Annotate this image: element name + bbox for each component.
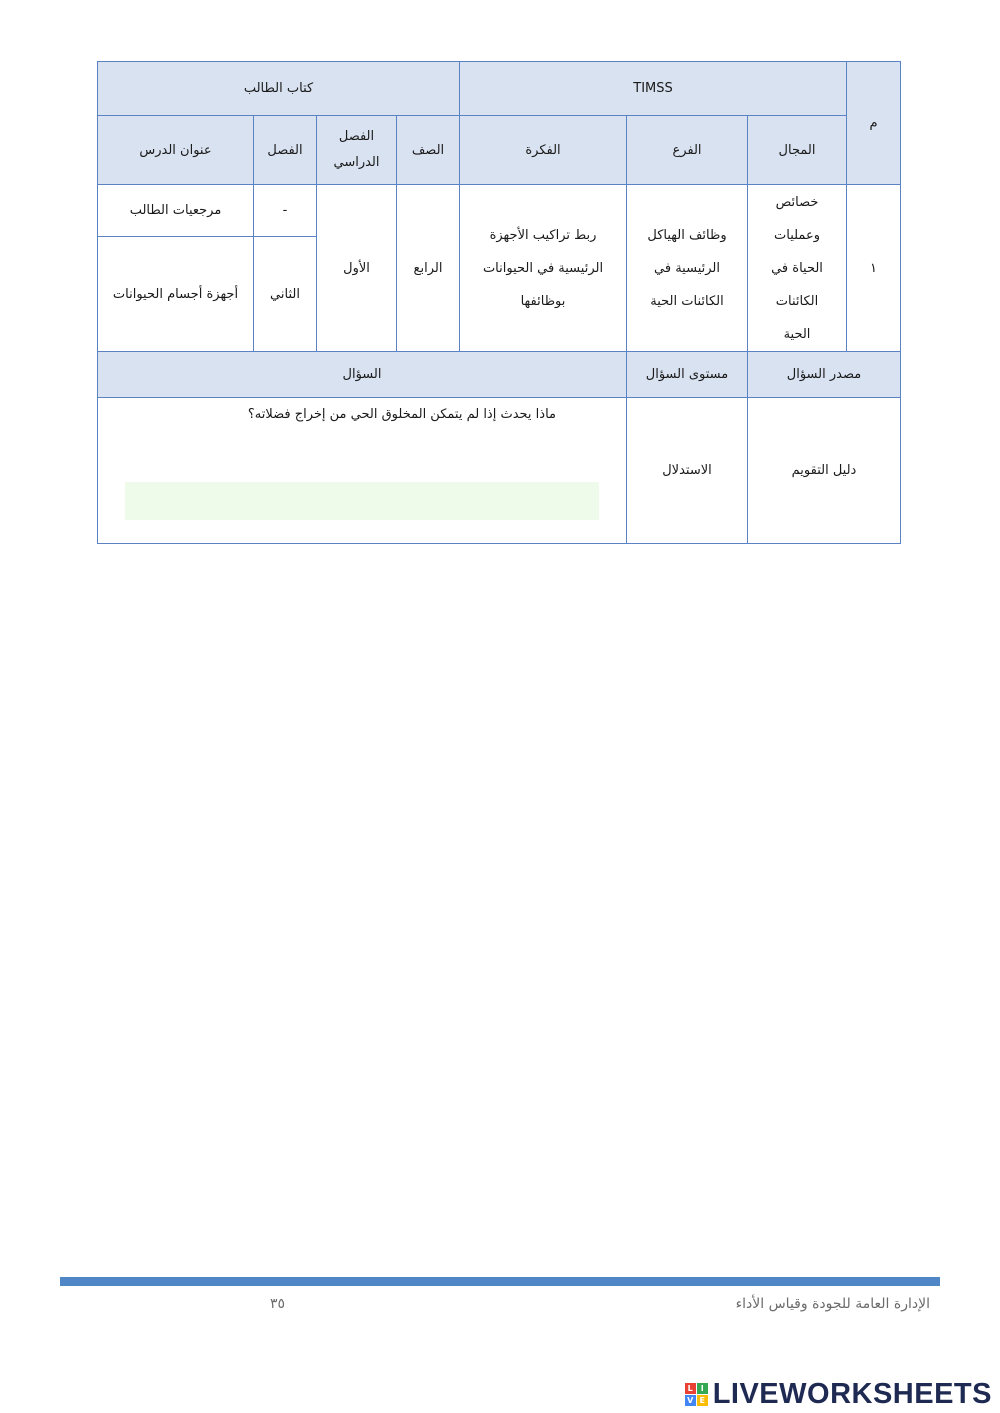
liveworksheets-brand[interactable]	[685, 1378, 992, 1411]
idea-header: الفكرة	[460, 116, 627, 185]
question-text: ماذا يحدث إذا لم يتمكن المخلوق الحي من إخراج فضلاته؟	[247, 407, 556, 422]
question-source-cell: دليل التقويم	[748, 398, 901, 544]
lesson-title-header: عنوان الدرس	[98, 116, 254, 185]
domain-cell: خصائص وعمليات الحياة في الكائنات الحية	[748, 185, 847, 352]
branch-cell: وظائف الهياكل الرئيسية في الكائنات الحية	[627, 185, 748, 352]
student-book-header: كتاب الطالب	[98, 62, 460, 116]
chapter-cell-1: -	[254, 185, 317, 237]
logo-tile-l: L	[685, 1383, 696, 1394]
brand-name: LIVEWORKSHEETS	[712, 1378, 992, 1410]
footer-rule	[60, 1277, 940, 1286]
question-level-cell: الاستدلال	[627, 398, 748, 544]
lesson-cell-2: أجهزة أجسام الحيوانات	[98, 237, 254, 352]
question-source-header: مصدر السؤال	[748, 352, 901, 398]
domain-header: المجال	[748, 116, 847, 185]
liveworksheets-logo-icon	[685, 1383, 708, 1406]
logo-tile-v: V	[685, 1395, 696, 1406]
question-level-header: مستوى السؤال	[627, 352, 748, 398]
timss-header: TIMSS	[460, 62, 847, 116]
idea-cell: ربط تراكيب الأجهزة الرئيسية في الحيوانات بوظائفها	[460, 185, 627, 352]
semester-header: الفصل الدراسي	[317, 116, 397, 185]
answer-input-area[interactable]	[125, 482, 599, 520]
lesson-cell-1: مرجعيات الطالب	[98, 185, 254, 237]
chapter-cell-2: الثاني	[254, 237, 317, 352]
logo-tile-e: E	[697, 1395, 708, 1406]
semester-cell: الأول	[317, 185, 397, 352]
chapter-header: الفصل	[254, 116, 317, 185]
logo-tile-i: I	[697, 1383, 708, 1394]
question-header: السؤال	[98, 352, 627, 398]
row-index: ١	[847, 185, 901, 352]
curriculum-table	[97, 61, 901, 544]
page-number: ٣٥	[270, 1296, 286, 1312]
footer-organization: الإدارة العامة للجودة وقياس الأداء	[735, 1296, 930, 1312]
grade-header: الصف	[397, 116, 460, 185]
index-header: م	[847, 62, 901, 185]
question-cell	[98, 398, 627, 544]
branch-header: الفرع	[627, 116, 748, 185]
grade-cell: الرابع	[397, 185, 460, 352]
